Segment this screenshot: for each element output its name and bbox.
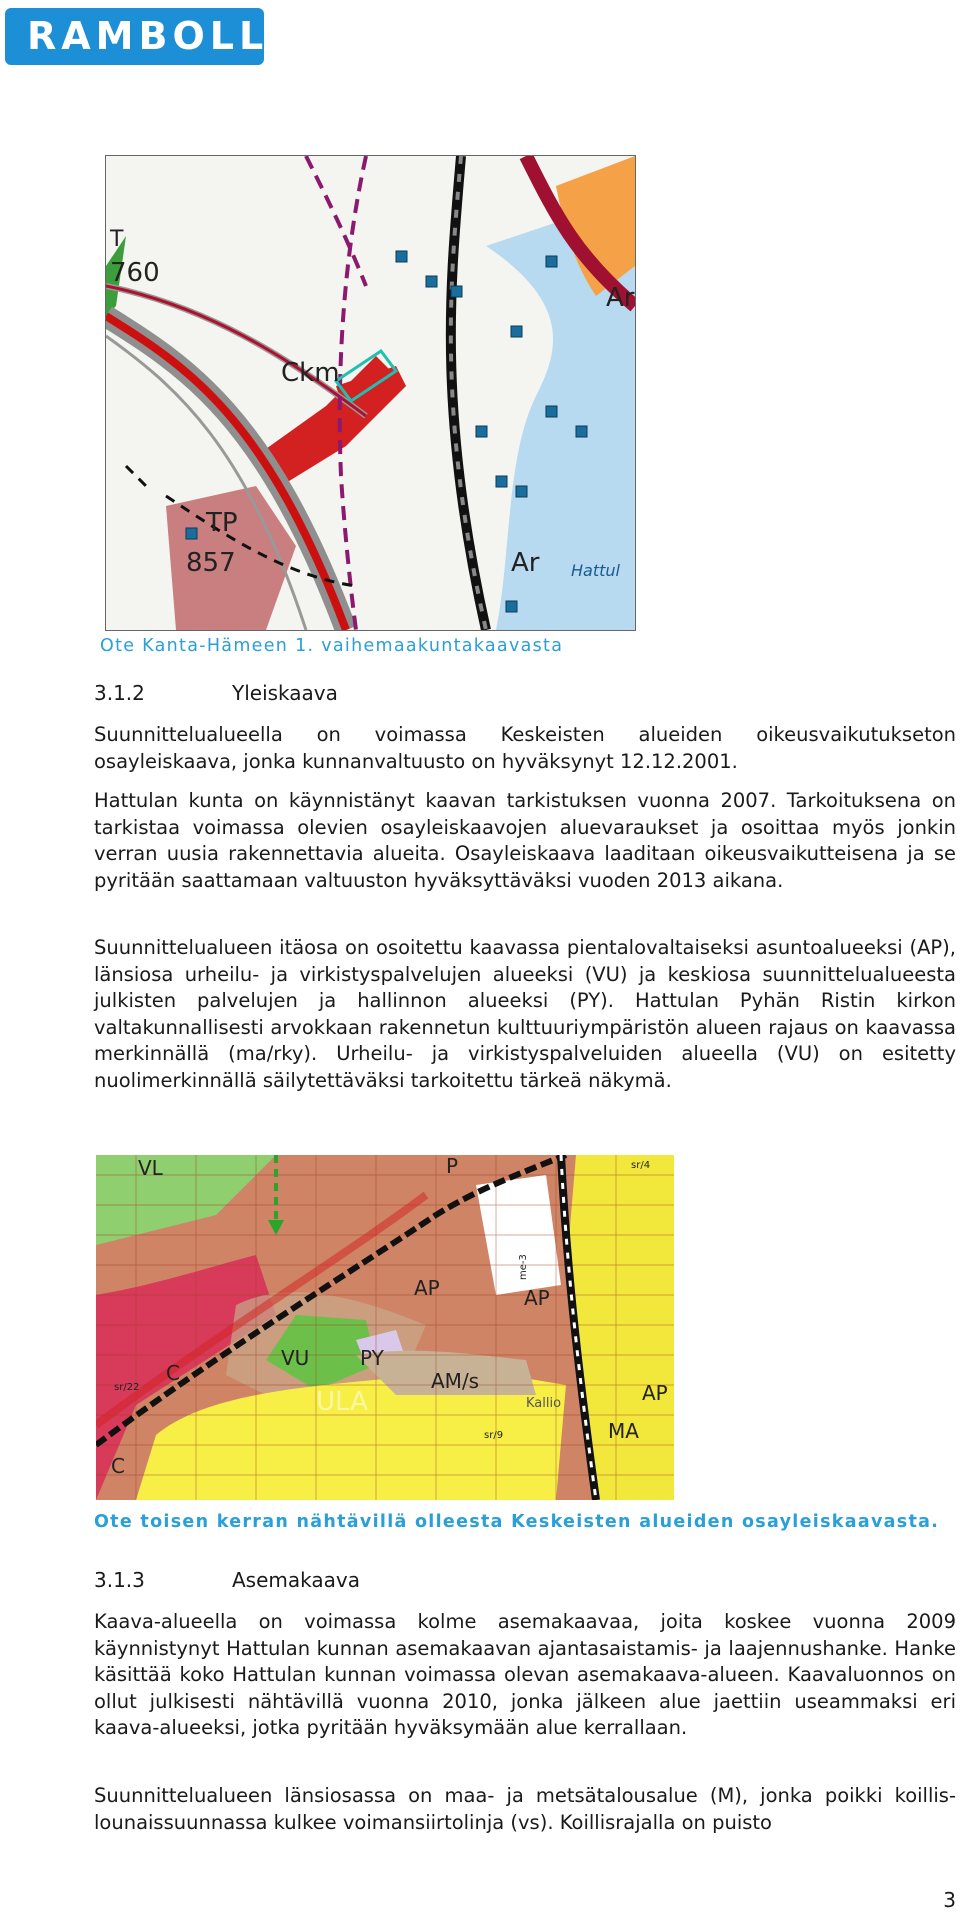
page-number: 3	[943, 1888, 956, 1912]
section-313-number: 3.1.3	[94, 1568, 145, 1592]
map2-label-sr22: sr/22	[114, 1382, 140, 1393]
figure1-caption: Ote Kanta-Hämeen 1. vaihemaakuntakaavasta	[100, 636, 564, 656]
regional-plan-map	[105, 155, 636, 631]
map2-label-ula: ULA	[316, 1387, 368, 1417]
section-312-paragraph-2: Hattulan kunta on käynnistänyt kaavan tarkistuksen vuonna 2007. Tarkoituksena on tarkistaa voimassa olevien osayleiskaavojen aluevaraukset ja osoittaa myös jonkin verran uusia rakennettavia alueita. Osayleiskaava laaditaan oikeusvaikutteisena ja se pyritään saattamaan valtuuston hyväksyttäväksi vuoden 2013 aikana.	[94, 789, 956, 892]
map2-label-kallio: Kallio	[526, 1396, 562, 1411]
section-312-paragraph-3: Suunnittelualueen itäosa on osoitettu kaavassa pientalovaltaiseksi asuntoalueeksi (AP), länsiosa urheilu- ja virkistyspalvelujen alueeksi (VU) ja keskiosa suunnittelualueesta julkisten palvelujen ja hallinnon alueeksi (PY). Hattulan Pyhän Ristin kirkon valtakunnallisesti arvokkaan rakennetun kulttuuriympäristön alueen rajaus on kaavassa merkinnällä (ma/rky). Urheilu- ja virkistyspalveluiden alueella (VU) on esitetty nuolimerkinnällä säilytettäväksi tarkoitettu tärkeä näkymä.	[94, 936, 956, 1092]
map2-label-c-2: C	[111, 1454, 125, 1478]
map2-label-p: P	[446, 1155, 459, 1178]
map2-label-me3: me-3	[518, 1254, 529, 1280]
map2-label-vu: VU	[281, 1346, 310, 1370]
regional-plan-map-image	[106, 156, 635, 630]
section-312-number: 3.1.2	[94, 681, 145, 705]
master-plan-map-image	[96, 1155, 674, 1500]
section-313-paragraph-1: Kaava-alueella on voimassa kolme asemakaavaa, joita koskee vuonna 2009 käynnistynyt Hattulan kunnan asemakaavan ajantasaistamis- ja laajennushanke. Hanke käsittää koko Hattulan kunnan voimassa olevan asemakaava-alueen. Kaavaluonnos on ollut julkisesti nähtävillä vuonna 2010, jonka jälkeen alue jaettiin useammaksi eri kaava-alueeksi, jotka pyritään hyväksymään alue kerrallaan.	[94, 1610, 956, 1739]
figure2-caption: Ote toisen kerran nähtävillä olleesta Keskeisten alueiden osayleiskaavasta.	[94, 1512, 940, 1532]
master-plan-map	[96, 1155, 674, 1500]
map-label-ar-2: Ar	[511, 548, 540, 578]
map2-label-sr9: sr/9	[484, 1430, 504, 1441]
section-313-paragraph-2: Suunnittelualueen länsiosassa on maa- ja metsätalousalue (M), jonka poikki koillis-lounaissuunnassa kulkee voimansiirtolinja (vs). Koillisrajalla on puisto	[94, 1784, 956, 1834]
ramboll-logo: RAMBOLL	[5, 8, 264, 65]
map-label-857: 857	[186, 548, 236, 578]
map2-label-py: PY	[360, 1346, 384, 1370]
section-313-heading	[94, 1568, 360, 1592]
map-label-ckm: Ckm	[281, 358, 340, 388]
map2-label-c-1: C	[166, 1361, 180, 1385]
map-label-t: T	[110, 227, 124, 252]
map-label-tp: TP	[206, 508, 238, 538]
map2-label-ap-3: AP	[642, 1381, 668, 1405]
map2-label-sr4: sr/4	[631, 1160, 651, 1171]
section-312-heading	[94, 681, 338, 705]
map-label-760: 760	[110, 258, 160, 288]
map2-label-vl: VL	[138, 1156, 163, 1180]
map2-label-ams: AM/s	[431, 1369, 480, 1393]
section-312-title: Yleiskaava	[232, 681, 338, 705]
map-label-hattula: Hattul	[571, 561, 620, 580]
map-label-ar-1: Ar	[606, 283, 635, 313]
section-312-paragraph-1: Suunnittelualueella on voimassa Keskeisten alueiden oikeusvaikutukseton osayleiskaava, jonka kunnanvaltuusto on hyväksynyt 12.12.2001.	[94, 723, 956, 773]
map2-label-ma: MA	[608, 1419, 639, 1443]
map2-label-ap-1: AP	[414, 1276, 440, 1300]
map2-label-ap-2: AP	[524, 1286, 550, 1310]
section-313-title: Asemakaava	[232, 1568, 360, 1592]
